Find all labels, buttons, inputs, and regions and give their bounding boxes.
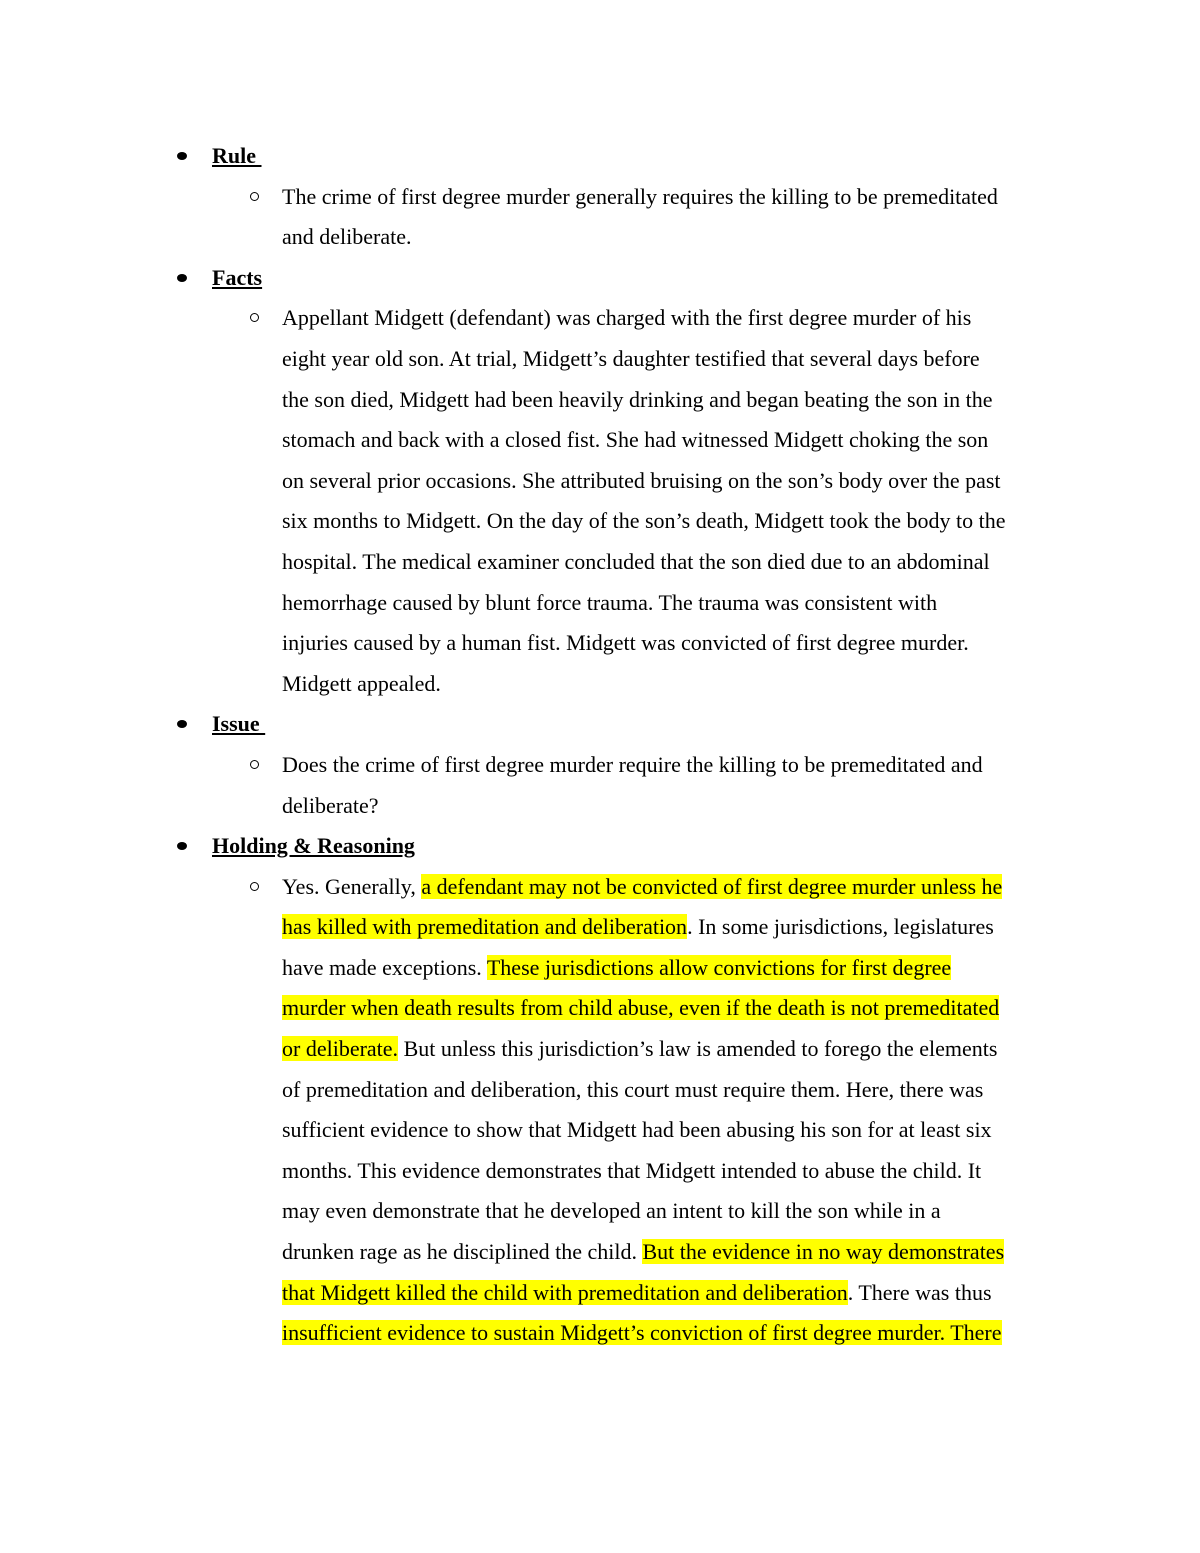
section-heading-facts: Facts	[212, 264, 263, 290]
section-issue	[0, 704, 1200, 826]
highlighted-text: a defendant may not be convicted of first degree murder unless he has killed with premeditation and deliberation	[282, 873, 1003, 940]
rule-text	[282, 177, 1062, 258]
text-run: Yes. Generally,	[282, 873, 422, 899]
hollow-bullet-icon	[250, 313, 259, 322]
rule-item	[0, 177, 1200, 258]
section-heading-row	[0, 826, 1200, 867]
hollow-bullet-icon	[250, 882, 259, 891]
filled-bullet-icon	[177, 720, 187, 728]
section-heading-issue: Issue	[212, 711, 266, 737]
facts-item	[0, 298, 1200, 704]
text-run: Appellant Midgett (defendant) was charged with the first degree murder of his eight year old son. At trial, Midgett’s daughter testified that several days before the son died, Midgett had been heavily drinking and began beating the son in the stomach and back with a closed fist. She had witnessed Midgett choking the son on several prior occasions. She attributed bruising on the son’s body over the past six months to Midgett. On the day of the son’s death, Midgett took the body to the hospital. The medical examiner concluded that the son died due to an abdominal hemorrhage caused by blunt force trauma. The trauma was consistent with injuries caused by a human fist. Midgett was convicted of first degree murder. Midgett appealed.	[282, 305, 1006, 696]
text-run: . There was thus	[847, 1279, 992, 1305]
text-run: The crime of first degree murder generally requires the killing to be premeditated and deliberate.	[282, 183, 998, 250]
holding-item	[0, 867, 1200, 1354]
section-heading-row	[0, 136, 1200, 177]
issue-text	[282, 745, 1062, 826]
hollow-bullet-icon	[250, 192, 259, 201]
section-heading-row	[0, 704, 1200, 745]
section-facts	[0, 258, 1200, 705]
highlighted-text: insufficient evidence to sustain Midgett’s conviction of first degree murder. There	[282, 1320, 1002, 1346]
text-run: But unless this jurisdiction’s law is amended to forego the elements of premeditation and deliberation, this court must require them. Here, there was sufficient evidence to show that Midgett had been abusing his son for at least six months. This evidence demonstrates that Midgett intended to abuse the child. It may even demonstrate that he developed an intent to kill the son while in a drunken rage as he disciplined the child.	[282, 1036, 998, 1265]
section-heading-holding-reasoning: Holding & Reasoning	[212, 833, 415, 859]
section-heading-rule: Rule	[212, 143, 262, 168]
filled-bullet-icon	[177, 842, 187, 850]
hollow-bullet-icon	[250, 760, 259, 769]
section-holding-reasoning	[0, 826, 1200, 1354]
issue-item	[0, 745, 1200, 826]
section-heading-row	[0, 258, 1200, 299]
case-brief-outline	[0, 136, 1200, 1354]
filled-bullet-icon	[177, 152, 187, 160]
holding-text	[282, 867, 1062, 1354]
text-run: . In some jurisdictions, legislatures have made exceptions.	[282, 914, 994, 980]
highlighted-text: These jurisdictions allow convictions for first degree murder when death results from child abuse, even if the death is not premeditated or deliberate.	[282, 954, 1000, 1062]
facts-text	[282, 298, 1062, 704]
highlighted-text: But the evidence in no way demonstrates that Midgett killed the child with premeditation and deliberation	[282, 1239, 1005, 1305]
text-run: Does the crime of first degree murder require the killing to be premeditated and deliberate?	[282, 751, 983, 818]
filled-bullet-icon	[177, 274, 187, 282]
section-rule	[0, 136, 1200, 258]
